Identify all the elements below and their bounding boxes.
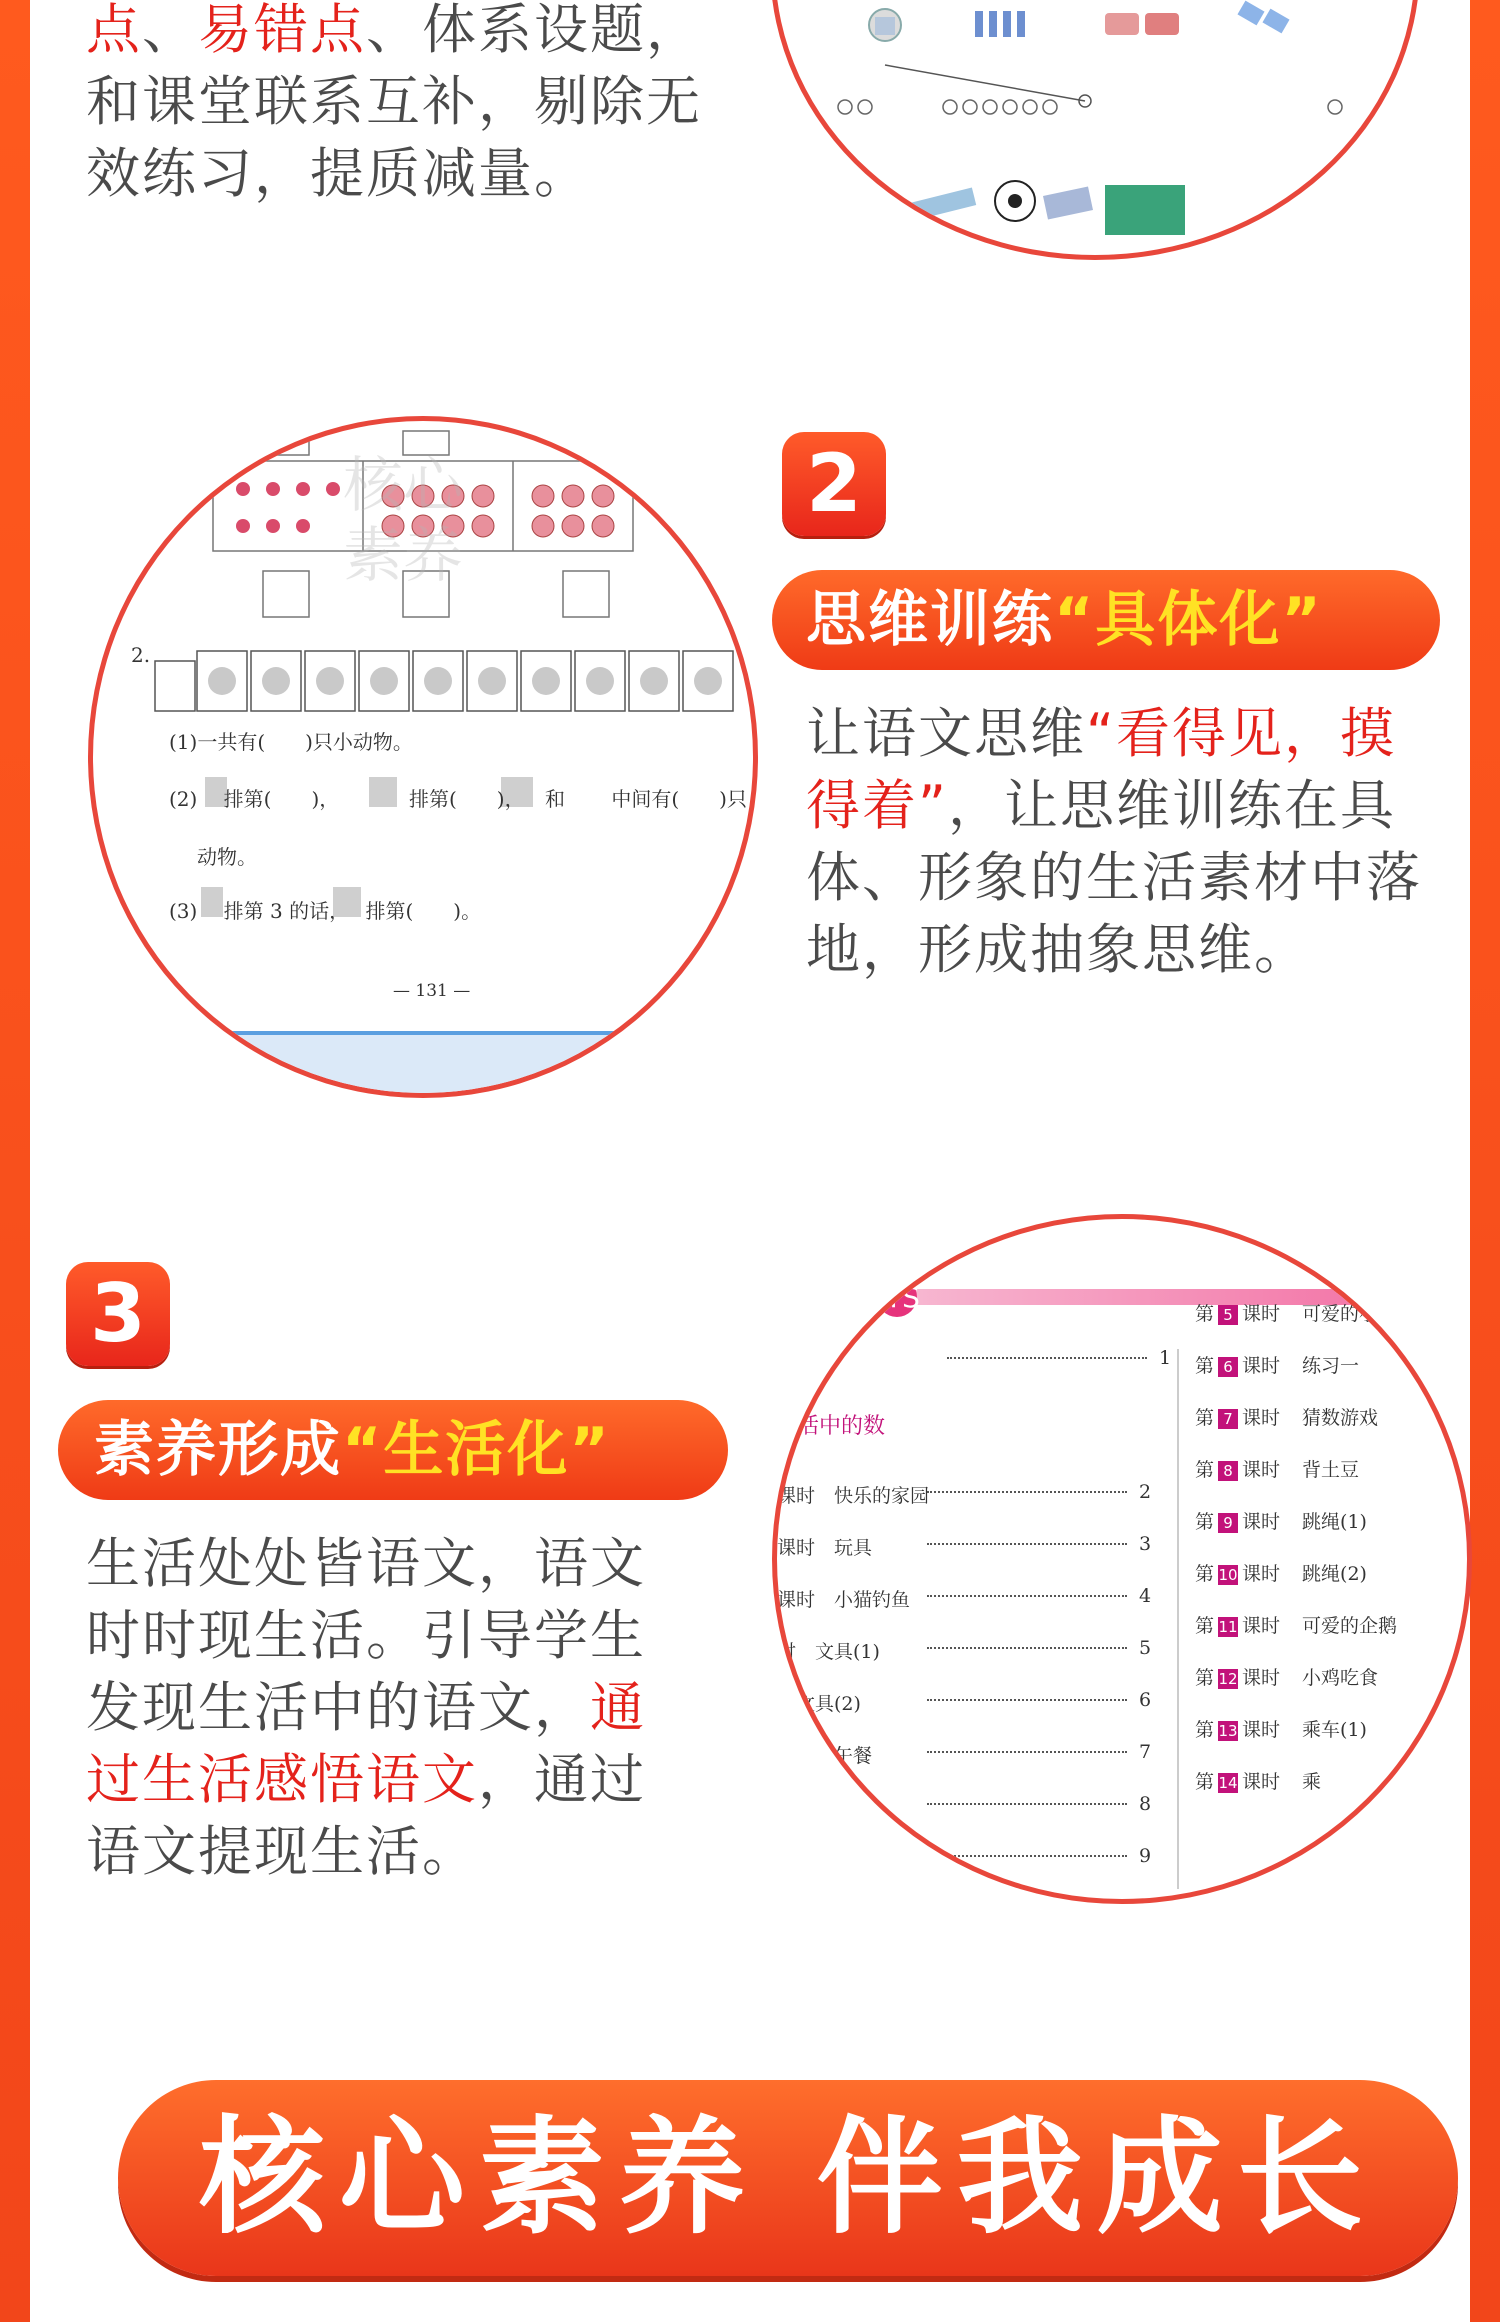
toc-suffix: 课时	[1242, 1563, 1281, 1585]
toc-leader-dots	[927, 1491, 1127, 1493]
toc-suffix: 课时	[1242, 1355, 1281, 1377]
section2-body-line2	[806, 770, 1396, 842]
toc-page-number: 1	[1159, 1347, 1172, 1369]
worksheet-q1: (1)一共有( )只小动物。	[169, 730, 413, 754]
toc-left-label: 文具(2)	[777, 1693, 861, 1715]
section2-number-badge: 2	[782, 432, 886, 536]
toc-leader-dots	[927, 1595, 1127, 1597]
worksheet-q2d: 动物。	[197, 845, 257, 869]
toc-right-label: 乘车(1)	[1302, 1719, 1367, 1741]
toc-lesson-number: 14	[1218, 1774, 1238, 1792]
toc-prefix: 第	[1195, 1615, 1215, 1637]
worksheet-q2b: 排第( )，	[409, 787, 525, 811]
toc-right-row	[1195, 1403, 1378, 1430]
toc-right-row	[1195, 1507, 1367, 1534]
toc-right-row	[1195, 1715, 1367, 1742]
section2-body-l1a: 让语文思维	[806, 702, 1086, 765]
toc-leader-dots	[927, 1647, 1127, 1649]
toc-right-label: 乘	[1302, 1771, 1322, 1793]
toc-left-label: 园	[777, 1797, 797, 1819]
toc-right-row	[1195, 1663, 1378, 1690]
toc-suffix: 课时	[1242, 1719, 1281, 1741]
section3-body-line5: 语文提现生活。	[86, 1820, 478, 1883]
toc-left-label: 快乐的午餐	[777, 1745, 873, 1767]
section3-toc-image	[772, 1214, 1472, 1904]
section1-red-a: 点	[86, 0, 142, 61]
toc-suffix: 课时	[1242, 1771, 1281, 1793]
toc-leader-dots	[927, 1751, 1127, 1753]
toc-suffix: 课时	[1242, 1303, 1281, 1325]
toc-suffix: 课时	[1242, 1407, 1281, 1429]
section2-body-line3: 体、形象的生活素材中落	[806, 846, 1422, 909]
toc-suffix: 课时	[1242, 1615, 1281, 1637]
toc-left-row	[797, 1409, 1177, 1440]
toc-prefix: 第	[1195, 1719, 1215, 1741]
section2-body-line4: 地，形成抽象思维。	[806, 918, 1310, 981]
toc-divider	[1177, 1349, 1179, 1889]
toc-lesson-number: 10	[1218, 1566, 1238, 1584]
section3-body-l3a: 发现生活中的语文，	[86, 1676, 590, 1739]
toc-left-row	[777, 1793, 1157, 1820]
toc-page-number: 5	[1139, 1637, 1152, 1659]
section3-number-badge: 3	[66, 1262, 170, 1366]
toc-right-row	[1195, 1559, 1367, 1586]
stationery-illustration	[775, 0, 1415, 255]
section2-body-l1-red: “看得见，摸	[1086, 702, 1396, 765]
worksheet-question-number: 2.	[131, 643, 151, 667]
toc-lesson-number: 5	[1218, 1305, 1238, 1325]
toc-lesson-number: 11	[1218, 1618, 1238, 1636]
toc-prefix: 第	[1195, 1771, 1215, 1793]
worksheet-page-number: — 131 —	[393, 981, 471, 1001]
toc-leader-dots	[947, 1357, 1147, 1359]
toc-right-row	[1195, 1299, 1378, 1326]
toc-page-number: 8	[1139, 1793, 1152, 1815]
toc-right-label: 练习一	[1302, 1355, 1360, 1377]
toc-suffix: 课时	[1242, 1511, 1281, 1533]
toc-left-row	[777, 1741, 1157, 1768]
worksheet-q3: (3) 排第 3 的话， 排第( )。	[169, 899, 482, 923]
toc-page-number: 9	[1139, 1845, 1152, 1867]
toc-left-label: 园	[797, 1351, 817, 1373]
section2-title-main: 思维训练	[806, 585, 1054, 655]
toc-left-label: 课时 玩具	[777, 1537, 873, 1559]
section2-title-pill	[772, 570, 1440, 670]
section3-title-highlight: “生活化”	[342, 1415, 611, 1485]
toc-leader-dots	[927, 1699, 1127, 1701]
worksheet-q2c: 和 中间有( )只	[545, 787, 747, 811]
toc-left-label: 课时 小猫钓鱼	[777, 1589, 911, 1611]
section3-body-l4b: ，通过	[478, 1748, 646, 1811]
toc-right-label: 小鸡吃食	[1302, 1667, 1379, 1689]
toc-lesson-number: 8	[1218, 1461, 1238, 1481]
toc-right-label: 跳绳(1)	[1302, 1511, 1367, 1533]
toc-right-label: 可爱的小	[1302, 1303, 1379, 1325]
section1-end: 、体系设题，	[366, 0, 702, 61]
toc-page-number: 6	[1139, 1689, 1152, 1711]
section1-line3: 效练习，提质减量。	[86, 142, 590, 205]
section1-line2: 和课堂联系互补，剔除无	[86, 70, 702, 133]
toc-left-row	[797, 1347, 1177, 1374]
worksheet-watermark: 核心素养	[343, 451, 463, 591]
toc-right-label: 猜数游戏	[1302, 1407, 1379, 1429]
section2-body-l2b: ，让思维训练在具	[947, 774, 1396, 837]
section3-body-l3-red: 通	[590, 1676, 646, 1739]
section3-title-pill	[58, 1400, 728, 1500]
section2-title-highlight: “具体化”	[1054, 585, 1323, 655]
toc-left-label: 时 文具(1)	[777, 1641, 880, 1663]
toc-left-label: 课时 快乐的家园	[777, 1485, 930, 1507]
toc-page-number: 2	[1139, 1481, 1152, 1503]
section2-body-l2-red: 得着”	[806, 774, 948, 837]
toc-lesson-number: 6	[1218, 1357, 1238, 1377]
section3-body-line4	[86, 1744, 646, 1816]
toc-left-row	[777, 1637, 1157, 1664]
content-panel	[30, 0, 1470, 2322]
worksheet-q2a: (2) 排第( )，	[169, 787, 340, 811]
toc-prefix: 第	[1195, 1459, 1215, 1481]
section3-body-line2: 时时现生活。引导学生	[86, 1604, 646, 1667]
toc-right-label: 可爱的企鹅	[1302, 1615, 1398, 1637]
section1-red-b: 易错点	[198, 0, 366, 61]
toc-page-number: 7	[1139, 1741, 1152, 1763]
section3-title-main: 素养形成	[94, 1415, 342, 1485]
toc-right-label: 背土豆	[1302, 1459, 1360, 1481]
toc-left-row	[777, 1689, 1157, 1716]
section3-body-line3	[86, 1672, 646, 1744]
toc-lesson-number: 9	[1218, 1513, 1238, 1533]
toc-lesson-number: 13	[1218, 1722, 1238, 1740]
toc-header-letters: TS	[885, 1281, 920, 1314]
toc-lesson-number: 7	[1218, 1409, 1238, 1429]
toc-prefix: 第	[1195, 1563, 1215, 1585]
toc-lesson-number: 12	[1218, 1670, 1238, 1688]
section1-line1	[86, 0, 702, 66]
toc-leader-dots	[927, 1803, 1127, 1805]
section3-body-line1: 生活处处皆语文，语文	[86, 1532, 646, 1595]
toc-left-row	[777, 1585, 1157, 1612]
toc-right-row	[1195, 1351, 1359, 1378]
section2-body-line1	[806, 698, 1396, 770]
toc-left-row	[777, 1481, 1157, 1508]
toc-right-row	[1195, 1767, 1321, 1794]
toc-left-row	[777, 1533, 1157, 1560]
section3-body-l4-red: 过生活感悟语文	[86, 1748, 478, 1811]
toc-page-number: 4	[1139, 1585, 1152, 1607]
toc-right-row	[1195, 1611, 1397, 1638]
section1-sample-image	[770, 0, 1420, 260]
bottom-slogan-banner: 核心素养 伴我成长	[118, 2080, 1458, 2276]
section2-sample-image	[88, 416, 758, 1098]
toc-prefix: 第	[1195, 1667, 1215, 1689]
toc-leader-dots	[927, 1855, 1127, 1857]
toc-left-label: 活中的数	[797, 1414, 886, 1439]
toc-suffix: 课时	[1242, 1459, 1281, 1481]
toc-prefix: 第	[1195, 1511, 1215, 1533]
toc-prefix: 第	[1195, 1355, 1215, 1377]
toc-right-row	[1195, 1455, 1359, 1482]
toc-prefix: 第	[1195, 1407, 1215, 1429]
toc-leader-dots	[927, 1543, 1127, 1545]
toc-page-number: 3	[1139, 1533, 1152, 1555]
toc-right-label: 跳绳(2)	[1302, 1563, 1367, 1585]
section1-mid: 、	[142, 0, 198, 61]
toc-prefix: 第	[1195, 1303, 1215, 1325]
toc-suffix: 课时	[1242, 1667, 1281, 1689]
